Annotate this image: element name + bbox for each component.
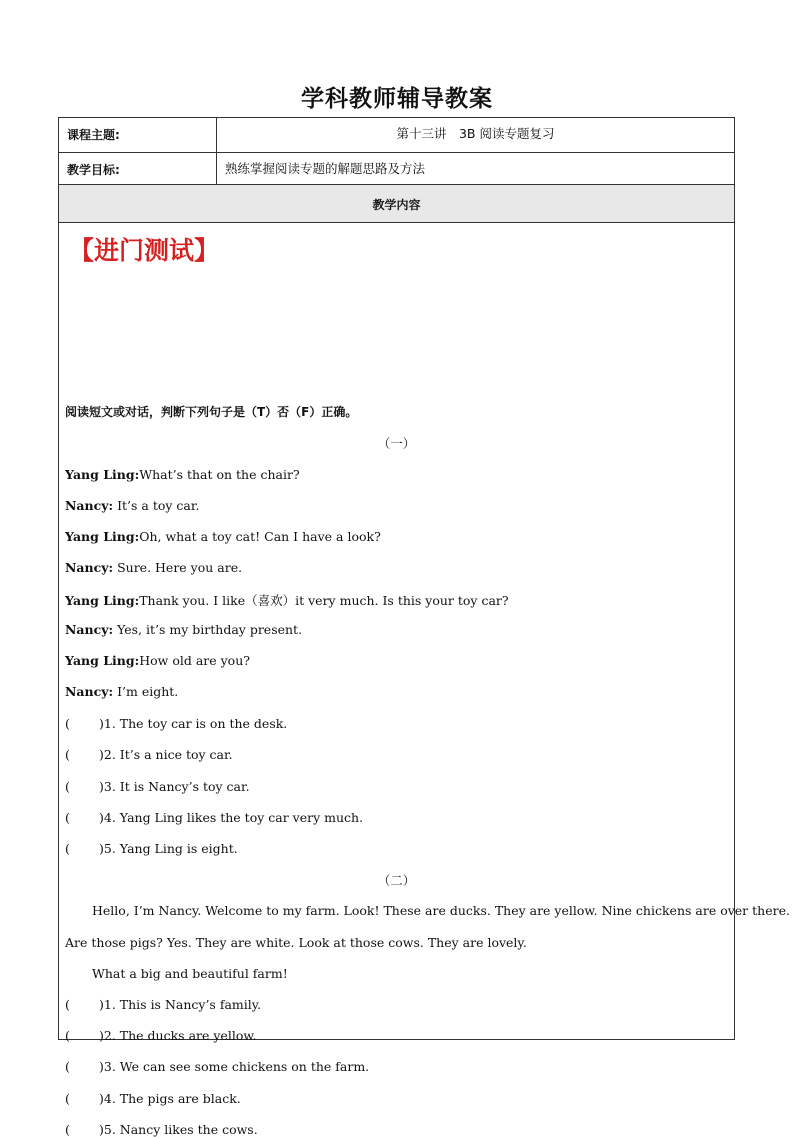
answer-blank[interactable]: ( [65,1059,70,1074]
answer-blank[interactable]: ( [65,841,70,856]
dialogue-line [65,622,302,637]
question-item: ( )2. It’s a nice toy car. [65,747,233,762]
speaker: Nancy: [65,684,114,699]
dialogue-line [65,529,381,544]
topic-row [59,118,734,153]
content-header-row [59,185,734,223]
utterance: Sure. Here you are. [113,560,243,575]
question-item: ( )2. The ducks are yellow. [65,1028,257,1043]
speaker: Nancy: [65,622,114,637]
passage-line: Hello, I’m Nancy. Welcome to my farm. Look! These are ducks. They are yellow. Nine chickens are over there. [92,903,790,918]
question-text: 2. It’s a nice toy car. [103,747,233,762]
question-text: 4. Yang Ling likes the toy car very much. [103,810,364,825]
content-label: 教学内容 [372,198,421,212]
speaker: Yang Ling: [65,467,140,482]
question-text: 5. Yang Ling is eight. [103,841,238,856]
speaker: Yang Ling: [65,593,140,608]
utterance: Yes, it’s my birthday present. [113,622,303,637]
utterance: How old are you? [139,653,250,668]
answer-blank[interactable]: ( [65,810,70,825]
question-item: ( )5. Nancy likes the cows. [65,1122,258,1137]
passage-line: What a big and beautiful farm! [92,966,288,981]
answer-blank[interactable]: ( [65,997,70,1012]
question-item: ( )4. Yang Ling likes the toy car very much. [65,810,364,825]
answer-blank[interactable]: ( [65,779,70,794]
answer-blank[interactable]: ( [65,1091,70,1106]
instruction-text: 阅读短文或对话，判断下列句子是（T）否（F）正确。 [65,405,358,419]
utterance: What’s that on the chair? [139,467,300,482]
answer-blank[interactable]: ( [65,716,70,731]
answer-blank[interactable]: ( [65,1028,70,1043]
topic-value: 第十三讲 3B 阅读专题复习 [396,126,555,141]
dialogue-line [65,467,300,482]
question-item: ( )5. Yang Ling is eight. [65,841,238,856]
question-text: 2. The ducks are yellow. [103,1028,257,1043]
question-text: 3. It is Nancy’s toy car. [103,779,250,794]
dialogue-line [65,684,178,699]
goal-row [59,153,734,185]
question-text: 5. Nancy likes the cows. [103,1122,258,1137]
part1-label: （一） [377,436,416,451]
question-text: 4. The pigs are black. [103,1091,241,1106]
dialogue-line [65,591,509,609]
document-title: 学科教师辅导教案 [301,86,493,112]
dialogue-line [65,653,250,668]
utterance: It’s a toy car. [113,498,200,513]
utterance: Oh, what a toy cat! Can I have a look? [139,529,381,544]
lesson-plan-table [58,117,790,1137]
part2-label: （二） [377,873,416,888]
question-text: 3. We can see some chickens on the farm. [103,1059,370,1074]
question-item: ( )3. We can see some chickens on the farm. [65,1059,370,1074]
utterance: I’m eight. [113,684,179,699]
dialogue-line [65,560,242,575]
utterance: Thank you. I like（喜欢）it very much. Is this your toy car? [139,593,509,608]
question-item: ( )4. The pigs are black. [65,1091,241,1106]
question-text: 1. This is Nancy’s family. [103,997,262,1012]
entry-test-heading: 【进门测试】 [69,236,220,265]
speaker: Yang Ling: [65,529,140,544]
topic-label: 课程主题: [59,118,217,152]
passage-line: Are those pigs? Yes. They are white. Look at those cows. They are lovely. [65,935,527,950]
speaker: Yang Ling: [65,653,140,668]
question-item: ( )3. It is Nancy’s toy car. [65,779,250,794]
answer-blank[interactable]: ( [65,1122,70,1137]
answer-blank[interactable]: ( [65,747,70,762]
goal-label: 教学目标: [59,153,217,184]
question-item: ( )1. This is Nancy’s family. [65,997,262,1012]
question-text: 1. The toy car is on the desk. [103,716,288,731]
speaker: Nancy: [65,498,114,513]
question-item: ( )1. The toy car is on the desk. [65,716,288,731]
dialogue-line [65,498,199,513]
speaker: Nancy: [65,560,114,575]
goal-value: 熟练掌握阅读专题的解题思路及方法 [225,161,426,176]
